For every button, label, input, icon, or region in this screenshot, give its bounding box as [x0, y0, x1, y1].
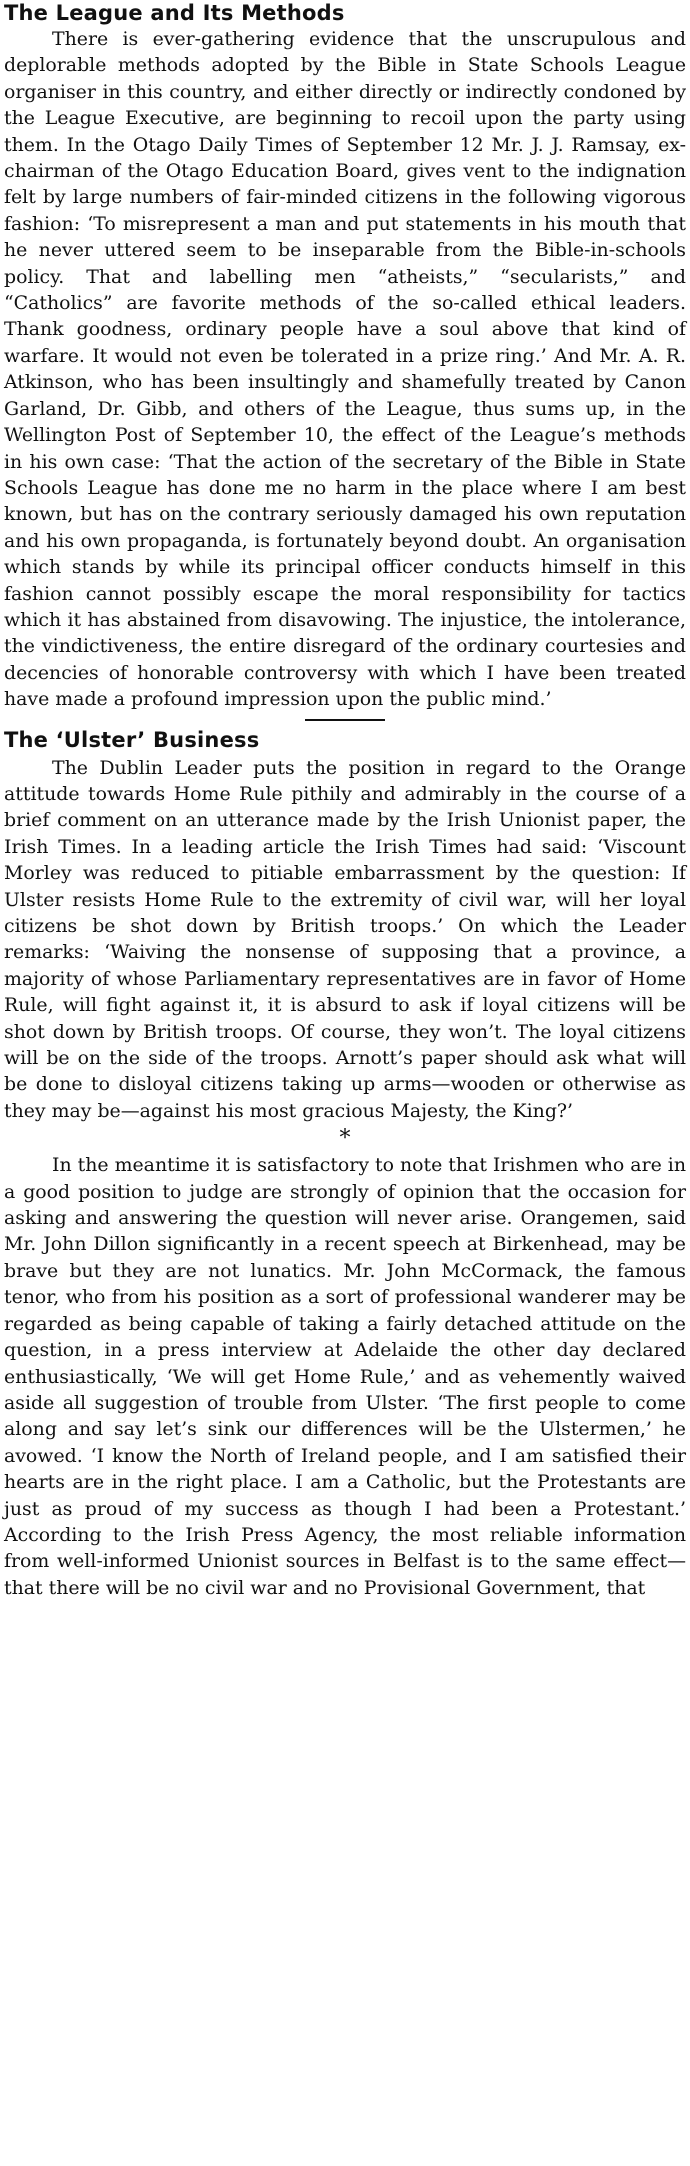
- article-ulster-business: [4, 727, 686, 1602]
- article-heading: The League and Its Methods: [4, 1, 345, 25]
- article-paragraph: The Dublin Leader puts the position in regard to the Orange attitude towards Home Rule pithily and admirably in the course of a brief comment on an utterance made by the Irish Unionist paper, the Irish Times. In a leading article the Irish Times had said: ‘Viscount Morley was reduced to pitiable embarrassment by the question: If Ulster resists Home Rule to the extremity of civil war, will her loyal citizens be shot down by British troops.’ On which the Leader remarks: ‘Waiving the nonsense of supposing that a province, a majority of whose Parliamentary representatives are in favor of Home Rule, will fight against it, it is absurd to ask if loyal citizens will be shot down by British troops. Of course, they won’t. The loyal citizens will be on the side of the troops. Arnott’s paper should ask what will be done to disloyal citizens taking up arms—wooden or otherwise as they may be—against his most gracious Majesty, the King?’: [4, 756, 686, 1122]
- article-paragraph: There is ever-gathering evidence that the unscrupulous and deplorable methods adopted by the Bible in State Schools League organiser in this country, and either directly or indirectly condoned by the League Executive, are beginning to recoil upon the party using them. In the Otago Daily Times of September 12 Mr. J. J. Ramsay, ex-chairman of the Otago Education Board, gives vent to the indignation felt by large numbers of fair-minded citizens in the following vigorous fashion: ‘To misrepresent a man and put statements in his mouth that he never uttered seem to be inseparable from the Bible-in-schools policy. That and labelling men “atheists,” “secularists,” and “Catholics” are favorite methods of the so-called ethical leaders. Thank goodness, ordinary people have a soul above that kind of warfare. It would not even be tolerated in a prize ring.’ And Mr. A. R. Atkinson, who has been insultingly and shamefully treated by Canon Garland, Dr. Gibb, and others of the League, thus sums up, in the Wellington Post of September 10, the effect of the League’s methods in his own case: ‘That the action of the secretary of the Bible in State Schools League has done me no harm in the place where I am best known, but has on the contrary seriously damaged his own reputation and his own propaganda, is fortunately beyond doubt. An organisation which stands by while its principal officer conducts himself in this fashion cannot possibly escape the moral responsibility for tactics which it has abstained from disavowing. The injustice, the intolerance, the vindictiveness, the entire disregard of the ordinary courtesies and decencies of honorable controversy with which I have been treated have made a profound impression upon the public mind.’: [4, 28, 686, 711]
- article-league-methods: [4, 0, 686, 713]
- paragraph-separator-asterisk: *: [339, 1126, 351, 1152]
- article-paragraph: In the meantime it is satisfactory to note that Irishmen who are in a good position to judge are strongly of opinion that the occasion for asking and answering the question will never arise. Orangemen, said Mr. John Dillon significantly in a recent speech at Birkenhead, may be brave but they are not lunatics. Mr. John McCormack, the famous tenor, who from his position as a sort of professional wanderer may be regarded as being capable of taking a fairly detached attitude on the question, in a press interview at Adelaide the other day declared enthusiastically, ‘We will get Home Rule,’ and as vehemently waived aside all suggestion of trouble from Ulster. ‘The first people to come along and say let’s sink our differences will be the Ulstermen,’ he avowed. ‘I know the North of Ireland people, and I am satisfied their hearts are in the right place. I am a Catholic, but the Protestants are just as proud of my success as though I had been a Protestant.’ According to the Irish Press Agency, the most reliable information from well-informed Unionist sources in Belfast is to the same effect—that there will be no civil war and no Provisional Government, that: [4, 1154, 686, 1599]
- article-heading: The ‘Ulster’ Business: [4, 727, 260, 752]
- section-divider: [305, 719, 385, 721]
- newspaper-page: [4, 0, 686, 1601]
